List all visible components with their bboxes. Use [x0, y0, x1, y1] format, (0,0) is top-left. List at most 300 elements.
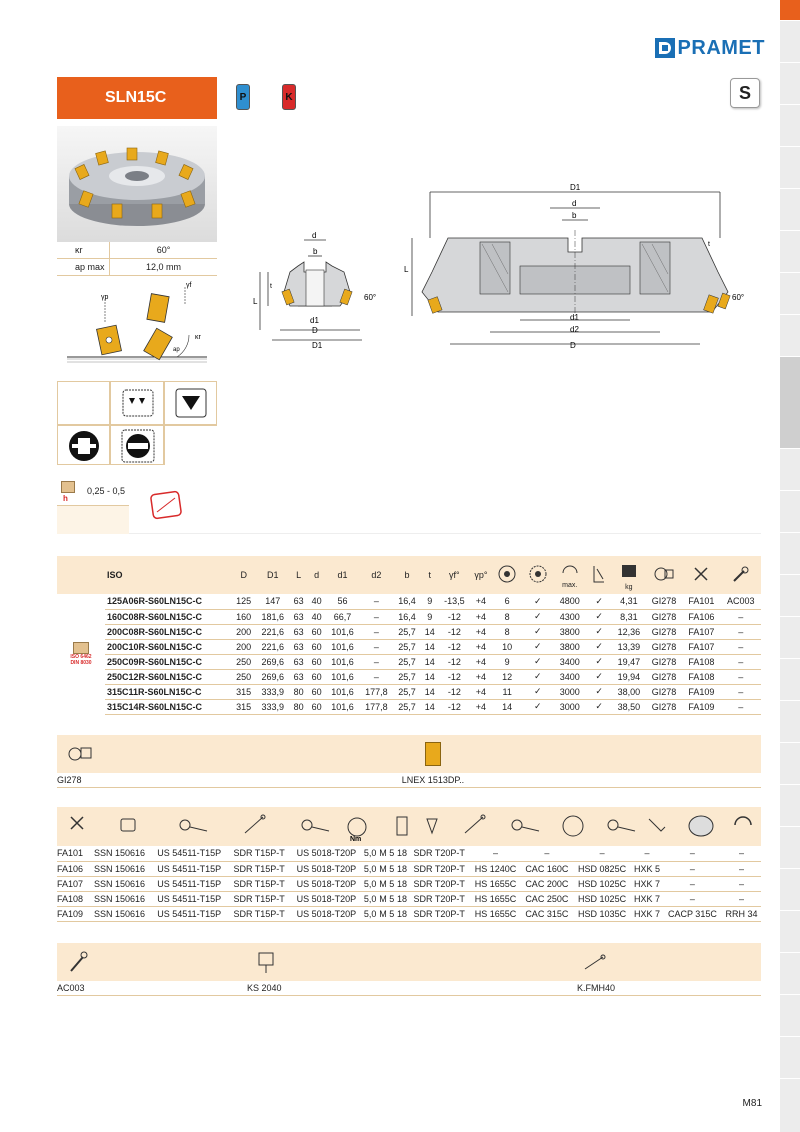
table-cell: 200	[232, 639, 256, 654]
table-cell: 8	[492, 609, 523, 624]
side-tab[interactable]	[780, 230, 800, 272]
table-cell: 18	[396, 846, 408, 861]
table-cell: ✓	[523, 684, 554, 699]
table-cell: 181,6	[256, 609, 290, 624]
table-cell: –	[359, 609, 393, 624]
col-t: t	[421, 556, 439, 594]
col-gamma-p: γp°	[470, 556, 492, 594]
table-cell: 63	[290, 639, 308, 654]
table-cell: 14	[421, 669, 439, 684]
insert-triangle-icon	[165, 382, 218, 426]
table-cell: HS 1655C	[470, 891, 520, 906]
row-code: 315C11R-S60LN15C-C	[105, 684, 232, 699]
table-cell: 3400	[553, 669, 586, 684]
table-cell: +4	[470, 609, 492, 624]
table-cell: CAC 200C	[521, 876, 573, 891]
table-cell: GI278	[646, 594, 682, 609]
table-cell: SDR T15P-T	[228, 891, 290, 906]
spec-value: 60°	[156, 245, 171, 255]
table-cell: –	[663, 846, 722, 861]
col-teeth	[492, 556, 523, 594]
standard-badge-icon	[73, 642, 89, 654]
col-l: L	[290, 556, 308, 594]
table-cell: –	[721, 609, 761, 624]
table-cell: 4,31	[612, 594, 646, 609]
table-cell: HSD 1025C	[573, 891, 631, 906]
table-cell: -12	[439, 684, 470, 699]
side-tab[interactable]	[780, 700, 800, 742]
table-cell: 63	[290, 654, 308, 669]
table-row	[57, 891, 761, 906]
table-cell: 40	[308, 609, 326, 624]
material-badge-k: K	[282, 84, 296, 110]
dim-label: d	[312, 231, 317, 240]
table-cell: 18	[396, 891, 408, 906]
table-cell: GI278	[646, 654, 682, 669]
table-row	[57, 906, 761, 921]
side-tab[interactable]	[780, 448, 800, 490]
weight-icon	[620, 559, 638, 579]
table-cell: 101,6	[326, 699, 360, 714]
table-cell: 4300	[553, 609, 586, 624]
insert-code: GI278	[57, 775, 82, 785]
table-cell: 60	[308, 654, 326, 669]
table-cell: –	[722, 861, 761, 876]
table-cell: 9	[421, 609, 439, 624]
table-row	[57, 594, 761, 609]
table-cell: 19,94	[612, 669, 646, 684]
table-row	[57, 624, 761, 639]
side-tab[interactable]	[780, 188, 800, 230]
table-cell: 14	[421, 684, 439, 699]
table-cell: -12	[439, 669, 470, 684]
table-cell: 25,7	[393, 639, 421, 654]
table-cell: US 54511-T15P	[151, 861, 228, 876]
table-cell: 14	[421, 624, 439, 639]
table-cell: GI278	[646, 669, 682, 684]
table-cell: 5,0	[363, 861, 378, 876]
insert-thumbnail	[425, 742, 441, 766]
table-cell: SDR T20P-T	[408, 876, 470, 891]
table-cell: 38,00	[612, 684, 646, 699]
header-empty	[57, 556, 105, 594]
table-cell: 12,36	[612, 624, 646, 639]
table-cell: FA106	[682, 609, 720, 624]
table-cell: CAC 160C	[521, 861, 573, 876]
table-cell: 8	[492, 624, 523, 639]
table-cell: 160	[232, 609, 256, 624]
side-tab[interactable]	[780, 1036, 800, 1078]
table-cell: M 5	[378, 906, 396, 921]
insert-band	[57, 735, 761, 773]
table-cell: 14	[421, 699, 439, 714]
teeth-count-icon	[497, 564, 517, 584]
table-cell: 101,6	[326, 654, 360, 669]
insert-icon	[653, 564, 675, 584]
table-cell: 8,31	[612, 609, 646, 624]
spares-table	[57, 846, 761, 922]
dim-label: b	[572, 211, 577, 220]
coolant-icon	[528, 564, 548, 584]
side-tab[interactable]	[780, 658, 800, 700]
insert-icon	[67, 742, 93, 766]
table-cell: HXK 5	[631, 861, 663, 876]
grid-cell	[164, 381, 217, 425]
table-cell: 3800	[553, 639, 586, 654]
accessory-icons	[57, 943, 761, 981]
table-cell: –	[721, 654, 761, 669]
side-tab[interactable]	[780, 742, 800, 784]
table-cell: SDR T20P-T	[408, 891, 470, 906]
table-cell: FA109	[682, 699, 720, 714]
table-cell: –	[359, 669, 393, 684]
table-cell: 63	[290, 609, 308, 624]
side-tab[interactable]	[780, 490, 800, 532]
table-cell: SSN 150616	[89, 861, 151, 876]
col-ramping	[586, 556, 612, 594]
table-cell: 5,0	[363, 891, 378, 906]
dim-label: d2	[570, 325, 579, 334]
table-cell: ✓	[523, 669, 554, 684]
standard-badge-cell	[57, 594, 105, 714]
side-tab[interactable]	[780, 994, 800, 1036]
table-cell: –	[721, 699, 761, 714]
table-cell: +4	[470, 624, 492, 639]
spec-row-ap	[57, 259, 217, 276]
table-cell: 315	[232, 699, 256, 714]
side-tab[interactable]	[780, 574, 800, 616]
col-insert	[646, 556, 682, 594]
table-cell: 221,6	[256, 639, 290, 654]
spares-band	[57, 807, 761, 846]
table-cell: 63	[290, 594, 308, 609]
table-cell: 333,9	[256, 684, 290, 699]
table-cell: 60	[308, 639, 326, 654]
table-cell: +4	[470, 669, 492, 684]
side-tab[interactable]	[780, 146, 800, 188]
table-cell: 14	[421, 639, 439, 654]
dim-label: L	[404, 265, 409, 274]
product-title-text: SLN15C	[105, 89, 167, 106]
side-tab[interactable]	[780, 952, 800, 994]
table-cell: 60	[308, 624, 326, 639]
material-badge-p: P	[236, 84, 250, 110]
table-cell: 221,6	[256, 624, 290, 639]
row-code: FA106	[57, 861, 89, 876]
table-cell: US 54511-T15P	[151, 906, 228, 921]
table-cell: HXK 7	[631, 906, 663, 921]
side-tab[interactable]	[780, 784, 800, 826]
spares-icons	[57, 807, 761, 846]
max-label: max.	[562, 582, 578, 589]
table-cell: GI278	[646, 639, 682, 654]
col-iso: ISO	[105, 556, 232, 594]
col-b: b	[393, 556, 421, 594]
table-row	[57, 684, 761, 699]
table-cell: 25,7	[393, 684, 421, 699]
side-tab[interactable]	[780, 616, 800, 658]
table-cell: 250	[232, 654, 256, 669]
grid-cell	[110, 381, 164, 425]
table-cell: 101,6	[326, 684, 360, 699]
table-cell: 38,50	[612, 699, 646, 714]
table-cell: ✓	[586, 699, 612, 714]
table-cell: –	[721, 624, 761, 639]
table-cell: ✓	[523, 624, 554, 639]
table-cell: ✓	[523, 594, 554, 609]
grid-cell	[57, 425, 110, 465]
table-cell: 269,6	[256, 669, 290, 684]
technical-drawing	[250, 180, 760, 360]
table-cell: 19,47	[612, 654, 646, 669]
table-cell: -12	[439, 624, 470, 639]
table-cell: 4800	[553, 594, 586, 609]
table-cell: -12	[439, 609, 470, 624]
table-cell: –	[359, 624, 393, 639]
row-code: 250C12R-S60LN15C-C	[105, 669, 232, 684]
table-cell: –	[359, 654, 393, 669]
grid-cell	[57, 381, 110, 425]
table-cell: 25,7	[393, 699, 421, 714]
table-cell: ✓	[586, 654, 612, 669]
dim-label: D	[570, 341, 576, 350]
table-cell: HS 1655C	[470, 876, 520, 891]
table-cell: SDR T20P-T	[408, 846, 470, 861]
table-cell: –	[573, 846, 631, 861]
row-code: 200C10R-S60LN15C-C	[105, 639, 232, 654]
table-cell: 3400	[553, 654, 586, 669]
table-cell: –	[722, 846, 761, 861]
side-tab-active[interactable]	[780, 356, 800, 448]
table-cell: US 5018-T20P	[290, 846, 362, 861]
nm-label: Nm	[350, 836, 362, 843]
dim-label: 60°	[364, 293, 377, 302]
table-cell: 14	[492, 699, 523, 714]
table-cell: 25,7	[393, 624, 421, 639]
spec-value: 12,0 mm	[145, 262, 181, 272]
application-strip	[57, 478, 761, 534]
table-cell: HSD 1025C	[573, 876, 631, 891]
table-row	[57, 669, 761, 684]
table-cell: SDR T15P-T	[228, 861, 290, 876]
col-d2: d2	[359, 556, 393, 594]
table-cell: FA108	[682, 669, 720, 684]
dim-label: t	[270, 283, 272, 290]
group-badge: S	[730, 78, 760, 108]
side-tab[interactable]	[780, 532, 800, 574]
hm-range: 0,25 - 0,5	[87, 486, 126, 496]
table-cell: 5,0	[363, 846, 378, 861]
coolant-circle-icon	[111, 426, 165, 466]
side-tab[interactable]	[780, 104, 800, 146]
table-cell: 315	[232, 684, 256, 699]
table-cell: ✓	[586, 684, 612, 699]
kg-label: kg	[625, 584, 633, 591]
table-cell: 333,9	[256, 699, 290, 714]
table-cell: AC003	[721, 594, 761, 609]
table-cell: 269,6	[256, 654, 290, 669]
table-cell: –	[722, 891, 761, 906]
table-cell: US 5018-T20P	[290, 861, 362, 876]
side-tab[interactable]	[780, 272, 800, 314]
table-cell: +4	[470, 684, 492, 699]
table-cell: 101,6	[326, 669, 360, 684]
side-tab[interactable]	[780, 314, 800, 356]
spec-row-kr	[57, 242, 217, 259]
dim-label: d1	[570, 313, 579, 322]
table-cell: FA109	[682, 684, 720, 699]
table-cell: ✓	[523, 639, 554, 654]
table-cell: 80	[290, 684, 308, 699]
table-cell: –	[721, 684, 761, 699]
table-row	[57, 876, 761, 891]
col-spares	[682, 556, 720, 594]
col-d1: d1	[326, 556, 360, 594]
col-gamma-f: γf°	[439, 556, 470, 594]
side-tab[interactable]	[780, 62, 800, 104]
table-cell: M 5	[378, 876, 396, 891]
dim-label: d1	[310, 316, 319, 325]
table-row	[57, 654, 761, 669]
table-row	[57, 699, 761, 714]
table-cell: CAC 315C	[521, 906, 573, 921]
table-cell: –	[359, 594, 393, 609]
dim-label: D	[312, 326, 318, 335]
grid-cell	[110, 425, 164, 465]
table-cell: 40	[308, 594, 326, 609]
spare-parts-icon	[691, 564, 711, 584]
table-cell: US 5018-T20P	[290, 876, 362, 891]
table-cell: ✓	[586, 609, 612, 624]
table-cell: 60	[308, 669, 326, 684]
table-cell: CAC 250C	[521, 891, 573, 906]
spec-key: κr	[57, 242, 110, 258]
operation-icon	[147, 488, 187, 524]
table-cell: HS 1240C	[470, 861, 520, 876]
table-cell: 3000	[553, 684, 586, 699]
side-tab[interactable]	[780, 826, 800, 868]
side-tab[interactable]	[780, 868, 800, 910]
table-cell: SSN 150616	[89, 876, 151, 891]
table-cell: 177,8	[359, 699, 393, 714]
table-cell: 5,0	[363, 876, 378, 891]
table-row	[57, 846, 761, 861]
accessory-code: AC003	[57, 983, 85, 993]
accessory-item: K.FMH40	[577, 983, 616, 993]
accessory-band	[57, 943, 761, 981]
spec-key: ap max	[57, 259, 110, 275]
table-cell: 66,7	[326, 609, 360, 624]
table-cell: -12	[439, 699, 470, 714]
side-tab[interactable]	[780, 910, 800, 952]
table-cell: SDR T15P-T	[228, 846, 290, 861]
hm-symbol: h	[63, 494, 68, 503]
table-cell: ✓	[523, 654, 554, 669]
accessory-item: KS 2040	[247, 983, 282, 993]
table-cell: FA108	[682, 654, 720, 669]
table-cell: 63	[290, 624, 308, 639]
row-code: 125A06R-S60LN15C-C	[105, 594, 232, 609]
table-cell: RRH 34	[722, 906, 761, 921]
table-cell: FA107	[682, 624, 720, 639]
col-d-outer: D	[232, 556, 256, 594]
table-cell: -12	[439, 654, 470, 669]
table-cell: –	[359, 639, 393, 654]
row-code: FA109	[57, 906, 89, 921]
table-cell: -13,5	[439, 594, 470, 609]
row-code: 200C08R-S60LN15C-C	[105, 624, 232, 639]
table-cell: +4	[470, 639, 492, 654]
insert-row	[57, 773, 761, 788]
table-cell: 3800	[553, 624, 586, 639]
table-cell: US 5018-T20P	[290, 906, 362, 921]
table-cell: –	[631, 846, 663, 861]
side-tab[interactable]	[780, 1078, 800, 1132]
table-cell: 16,4	[393, 594, 421, 609]
dim-label: 60°	[732, 293, 745, 302]
table-cell: 6	[492, 594, 523, 609]
geom-label: γp	[101, 294, 109, 301]
insert-double-triangle-icon	[111, 382, 165, 426]
table-cell: +4	[470, 594, 492, 609]
side-tab-orange	[780, 0, 800, 20]
table-cell: 177,8	[359, 684, 393, 699]
geom-label: ap	[173, 347, 180, 353]
cutter-table	[57, 556, 761, 715]
table-cell: 101,6	[326, 639, 360, 654]
table-cell: –	[663, 876, 722, 891]
geom-label: κr	[195, 334, 201, 341]
logo-mark-icon	[655, 38, 675, 58]
table-cell: –	[722, 876, 761, 891]
table-cell: GI278	[646, 699, 682, 714]
table-cell: 101,6	[326, 624, 360, 639]
dim-label: D1	[570, 183, 581, 192]
table-cell: 11	[492, 684, 523, 699]
table-cell: SDR T15P-T	[228, 876, 290, 891]
table-row	[57, 861, 761, 876]
row-code: FA107	[57, 876, 89, 891]
table-cell: GI278	[646, 609, 682, 624]
col-max-rpm	[553, 556, 586, 594]
table-cell: 25,7	[393, 654, 421, 669]
geometry-sketch	[57, 279, 217, 379]
table-cell: SSN 150616	[89, 906, 151, 921]
table-cell: SDR T15P-T	[228, 906, 290, 921]
milling-cutter-icon	[57, 126, 217, 242]
dim-label: t	[708, 241, 710, 248]
table-cell: HXK 7	[631, 891, 663, 906]
table-cell: +4	[470, 654, 492, 669]
table-cell: –	[521, 846, 573, 861]
table-cell: SSN 150616	[89, 846, 151, 861]
accessory-row	[57, 981, 761, 996]
table-cell: ✓	[586, 669, 612, 684]
side-tab[interactable]	[780, 20, 800, 62]
standard-label: ISO 6462 DIN 8030	[70, 654, 92, 666]
table-cell: 3000	[553, 699, 586, 714]
table-cell: 80	[290, 699, 308, 714]
table-header-row	[57, 556, 761, 594]
dim-label: d	[572, 199, 577, 208]
col-weight	[612, 556, 646, 594]
table-cell: +4	[470, 699, 492, 714]
table-cell: HS 1655C	[470, 906, 520, 921]
table-cell: 56	[326, 594, 360, 609]
table-cell: 13,39	[612, 639, 646, 654]
table-cell: –	[721, 639, 761, 654]
table-cell: –	[470, 846, 520, 861]
